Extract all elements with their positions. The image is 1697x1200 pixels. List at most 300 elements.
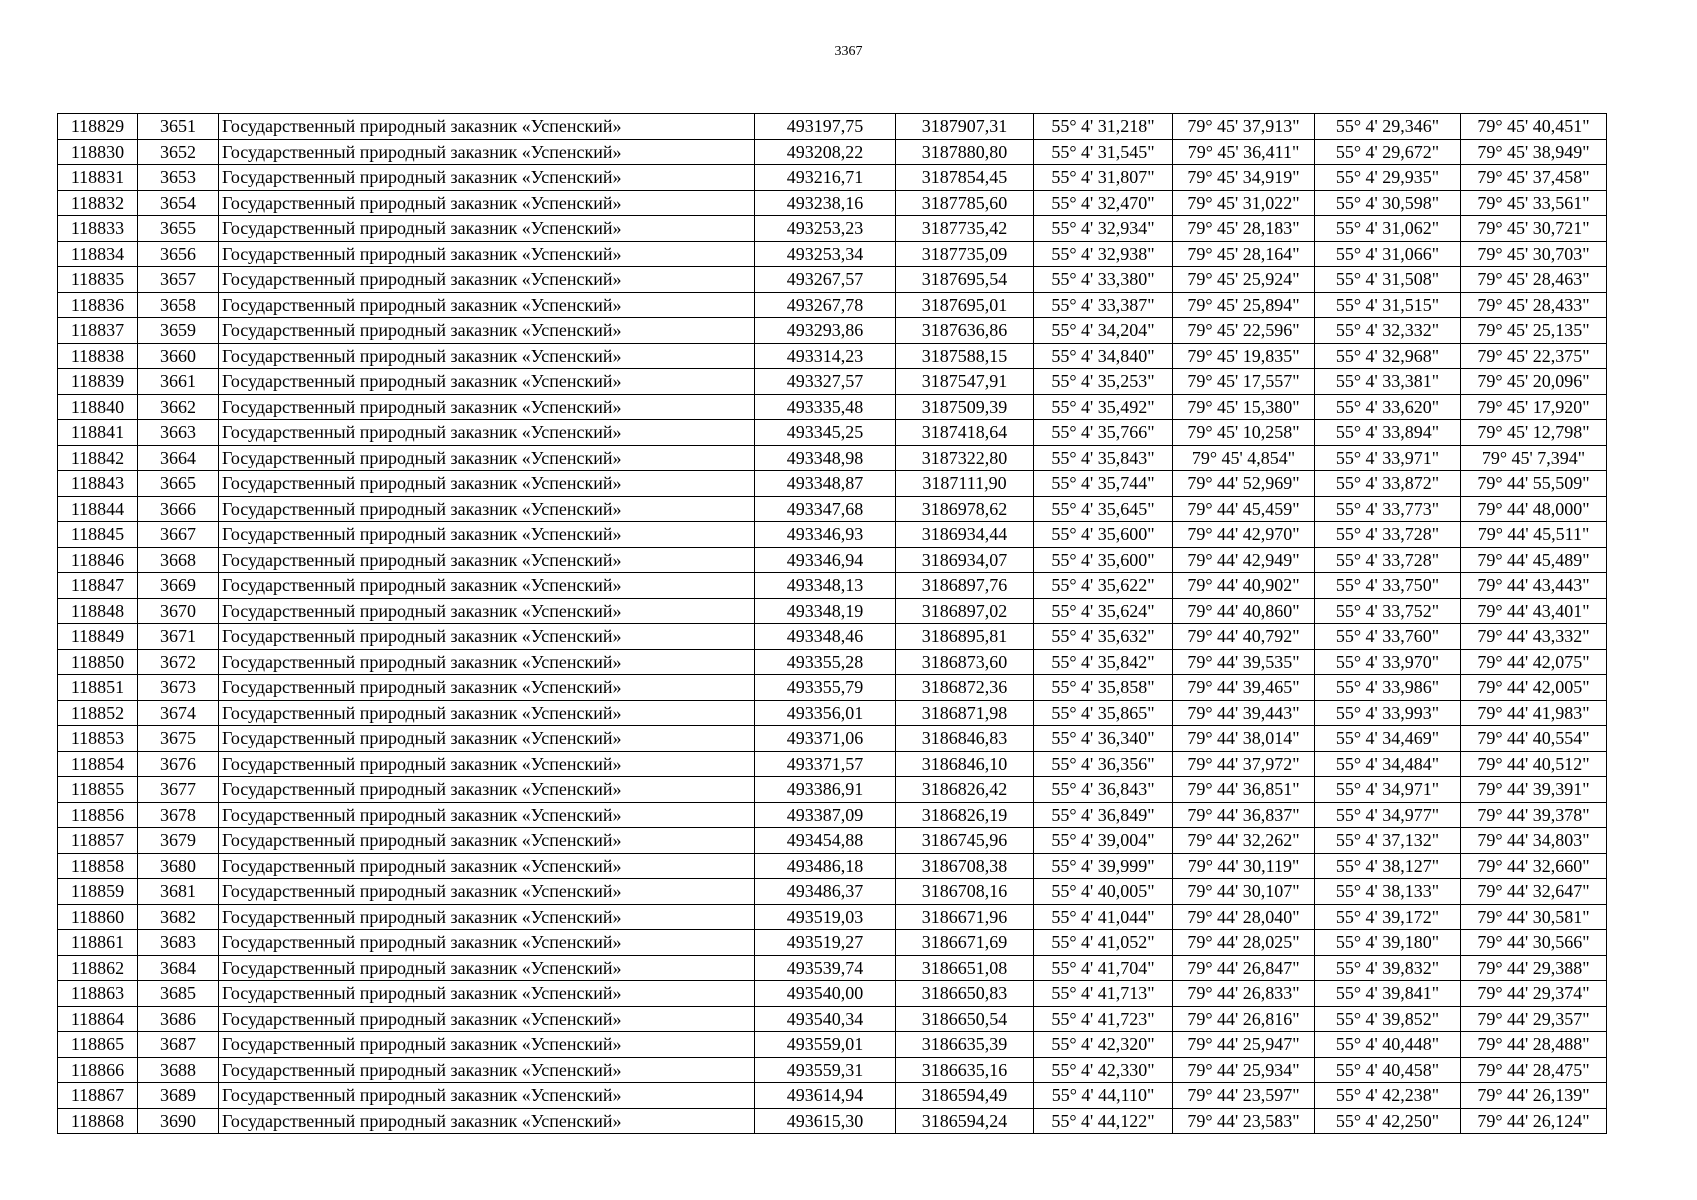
x-coordinate-cell: 493216,71 [755,165,896,191]
point-number-cell: 3689 [138,1083,219,1109]
latitude-2-cell: 55° 4' 38,133" [1315,879,1461,905]
y-coordinate-cell: 3186594,24 [896,1108,1034,1134]
y-coordinate-cell: 3186650,83 [896,981,1034,1007]
record-id-cell: 118867 [58,1083,138,1109]
latitude-2-cell: 55° 4' 33,728" [1315,547,1461,573]
latitude-1-cell: 55° 4' 31,545" [1034,139,1173,165]
point-number-cell: 3666 [138,496,219,522]
x-coordinate-cell: 493371,57 [755,751,896,777]
y-coordinate-cell: 3186708,38 [896,853,1034,879]
point-number-cell: 3682 [138,904,219,930]
longitude-2-cell: 79° 44' 43,443" [1461,573,1607,599]
object-name-cell: Государственный природный заказник «Успенский» [219,190,755,216]
latitude-1-cell: 55° 4' 41,713" [1034,981,1173,1007]
object-name-cell: Государственный природный заказник «Успенский» [219,955,755,981]
page-number: 3367 [834,44,863,59]
x-coordinate-cell: 493348,87 [755,471,896,497]
longitude-1-cell: 79° 45' 19,835" [1173,343,1315,369]
longitude-2-cell: 79° 44' 40,554" [1461,726,1607,752]
object-name-cell: Государственный природный заказник «Успенский» [219,420,755,446]
longitude-1-cell: 79° 44' 28,025" [1173,930,1315,956]
table-row [58,955,1607,981]
longitude-2-cell: 79° 45' 20,096" [1461,369,1607,395]
table-row [58,828,1607,854]
y-coordinate-cell: 3187735,09 [896,241,1034,267]
latitude-2-cell: 55° 4' 39,832" [1315,955,1461,981]
latitude-2-cell: 55° 4' 39,841" [1315,981,1461,1007]
point-number-cell: 3684 [138,955,219,981]
y-coordinate-cell: 3187880,80 [896,139,1034,165]
y-coordinate-cell: 3186708,16 [896,879,1034,905]
longitude-1-cell: 79° 45' 4,854" [1173,445,1315,471]
x-coordinate-cell: 493267,57 [755,267,896,293]
object-name-cell: Государственный природный заказник «Успенский» [219,675,755,701]
table-row [58,853,1607,879]
object-name-cell: Государственный природный заказник «Успенский» [219,394,755,420]
y-coordinate-cell: 3186895,81 [896,624,1034,650]
table-row [58,904,1607,930]
longitude-1-cell: 79° 45' 10,258" [1173,420,1315,446]
record-id-cell: 118851 [58,675,138,701]
y-coordinate-cell: 3187854,45 [896,165,1034,191]
y-coordinate-cell: 3186635,39 [896,1032,1034,1058]
record-id-cell: 118839 [58,369,138,395]
longitude-1-cell: 79° 44' 40,792" [1173,624,1315,650]
table-row [58,369,1607,395]
longitude-1-cell: 79° 44' 30,107" [1173,879,1315,905]
object-name-cell: Государственный природный заказник «Успенский» [219,471,755,497]
record-id-cell: 118829 [58,114,138,140]
longitude-2-cell: 79° 45' 40,451" [1461,114,1607,140]
record-id-cell: 118852 [58,700,138,726]
latitude-1-cell: 55° 4' 32,470" [1034,190,1173,216]
longitude-1-cell: 79° 44' 26,847" [1173,955,1315,981]
longitude-2-cell: 79° 44' 39,378" [1461,802,1607,828]
table-row [58,292,1607,318]
y-coordinate-cell: 3186671,69 [896,930,1034,956]
latitude-2-cell: 55° 4' 32,332" [1315,318,1461,344]
latitude-2-cell: 55° 4' 33,760" [1315,624,1461,650]
longitude-1-cell: 79° 44' 42,949" [1173,547,1315,573]
table-row [58,547,1607,573]
y-coordinate-cell: 3186934,44 [896,522,1034,548]
point-number-cell: 3681 [138,879,219,905]
latitude-2-cell: 55° 4' 32,968" [1315,343,1461,369]
object-name-cell: Государственный природный заказник «Успенский» [219,267,755,293]
record-id-cell: 118842 [58,445,138,471]
latitude-1-cell: 55° 4' 34,204" [1034,318,1173,344]
x-coordinate-cell: 493346,93 [755,522,896,548]
y-coordinate-cell: 3187509,39 [896,394,1034,420]
latitude-1-cell: 55° 4' 35,858" [1034,675,1173,701]
y-coordinate-cell: 3187588,15 [896,343,1034,369]
latitude-1-cell: 55° 4' 33,387" [1034,292,1173,318]
y-coordinate-cell: 3186846,10 [896,751,1034,777]
point-number-cell: 3664 [138,445,219,471]
object-name-cell: Государственный природный заказник «Успенский» [219,522,755,548]
point-number-cell: 3688 [138,1057,219,1083]
point-number-cell: 3686 [138,1006,219,1032]
x-coordinate-cell: 493327,57 [755,369,896,395]
object-name-cell: Государственный природный заказник «Успенский» [219,598,755,624]
table-row [58,751,1607,777]
point-number-cell: 3656 [138,241,219,267]
point-number-cell: 3673 [138,675,219,701]
table-row [58,726,1607,752]
longitude-1-cell: 79° 45' 25,924" [1173,267,1315,293]
longitude-2-cell: 79° 44' 45,489" [1461,547,1607,573]
record-id-cell: 118833 [58,216,138,242]
table-row [58,190,1607,216]
longitude-2-cell: 79° 44' 39,391" [1461,777,1607,803]
latitude-1-cell: 55° 4' 42,330" [1034,1057,1173,1083]
record-id-cell: 118848 [58,598,138,624]
latitude-1-cell: 55° 4' 36,356" [1034,751,1173,777]
record-id-cell: 118864 [58,1006,138,1032]
x-coordinate-cell: 493539,74 [755,955,896,981]
point-number-cell: 3672 [138,649,219,675]
y-coordinate-cell: 3187735,42 [896,216,1034,242]
record-id-cell: 118866 [58,1057,138,1083]
table-row [58,1108,1607,1134]
point-number-cell: 3677 [138,777,219,803]
object-name-cell: Государственный природный заказник «Успенский» [219,573,755,599]
latitude-1-cell: 55° 4' 41,052" [1034,930,1173,956]
y-coordinate-cell: 3186671,96 [896,904,1034,930]
record-id-cell: 118847 [58,573,138,599]
record-id-cell: 118836 [58,292,138,318]
x-coordinate-cell: 493454,88 [755,828,896,854]
latitude-2-cell: 55° 4' 31,508" [1315,267,1461,293]
latitude-1-cell: 55° 4' 32,938" [1034,241,1173,267]
table-row [58,930,1607,956]
x-coordinate-cell: 493314,23 [755,343,896,369]
latitude-2-cell: 55° 4' 40,458" [1315,1057,1461,1083]
latitude-1-cell: 55° 4' 39,999" [1034,853,1173,879]
record-id-cell: 118856 [58,802,138,828]
longitude-2-cell: 79° 44' 42,075" [1461,649,1607,675]
object-name-cell: Государственный природный заказник «Успенский» [219,751,755,777]
longitude-1-cell: 79° 45' 28,183" [1173,216,1315,242]
object-name-cell: Государственный природный заказник «Успенский» [219,496,755,522]
record-id-cell: 118849 [58,624,138,650]
longitude-1-cell: 79° 44' 25,947" [1173,1032,1315,1058]
point-number-cell: 3653 [138,165,219,191]
x-coordinate-cell: 493208,22 [755,139,896,165]
table-row [58,496,1607,522]
table-row [58,777,1607,803]
x-coordinate-cell: 493348,13 [755,573,896,599]
longitude-2-cell: 79° 44' 43,332" [1461,624,1607,650]
longitude-1-cell: 79° 44' 52,969" [1173,471,1315,497]
longitude-1-cell: 79° 45' 37,913" [1173,114,1315,140]
object-name-cell: Государственный природный заказник «Успенский» [219,445,755,471]
point-number-cell: 3675 [138,726,219,752]
point-number-cell: 3661 [138,369,219,395]
point-number-cell: 3683 [138,930,219,956]
point-number-cell: 3674 [138,700,219,726]
longitude-1-cell: 79° 44' 37,972" [1173,751,1315,777]
object-name-cell: Государственный природный заказник «Успенский» [219,777,755,803]
record-id-cell: 118841 [58,420,138,446]
record-id-cell: 118837 [58,318,138,344]
x-coordinate-cell: 493347,68 [755,496,896,522]
point-number-cell: 3687 [138,1032,219,1058]
longitude-2-cell: 79° 44' 30,566" [1461,930,1607,956]
object-name-cell: Государственный природный заказник «Успенский» [219,547,755,573]
object-name-cell: Государственный природный заказник «Успенский» [219,114,755,140]
longitude-1-cell: 79° 45' 34,919" [1173,165,1315,191]
latitude-1-cell: 55° 4' 35,624" [1034,598,1173,624]
longitude-2-cell: 79° 44' 29,357" [1461,1006,1607,1032]
point-number-cell: 3690 [138,1108,219,1134]
y-coordinate-cell: 3186594,49 [896,1083,1034,1109]
table-row [58,879,1607,905]
longitude-1-cell: 79° 44' 40,902" [1173,573,1315,599]
latitude-2-cell: 55° 4' 39,180" [1315,930,1461,956]
record-id-cell: 118830 [58,139,138,165]
latitude-1-cell: 55° 4' 31,218" [1034,114,1173,140]
latitude-1-cell: 55° 4' 41,723" [1034,1006,1173,1032]
longitude-1-cell: 79° 45' 25,894" [1173,292,1315,318]
longitude-1-cell: 79° 44' 40,860" [1173,598,1315,624]
object-name-cell: Государственный природный заказник «Успенский» [219,165,755,191]
y-coordinate-cell: 3186826,19 [896,802,1034,828]
y-coordinate-cell: 3187418,64 [896,420,1034,446]
latitude-1-cell: 55° 4' 35,253" [1034,369,1173,395]
point-number-cell: 3662 [138,394,219,420]
x-coordinate-cell: 493519,27 [755,930,896,956]
point-number-cell: 3657 [138,267,219,293]
point-number-cell: 3667 [138,522,219,548]
table-row [58,573,1607,599]
longitude-1-cell: 79° 44' 28,040" [1173,904,1315,930]
longitude-2-cell: 79° 45' 33,561" [1461,190,1607,216]
latitude-2-cell: 55° 4' 33,970" [1315,649,1461,675]
longitude-2-cell: 79° 45' 28,463" [1461,267,1607,293]
longitude-2-cell: 79° 45' 28,433" [1461,292,1607,318]
longitude-1-cell: 79° 44' 30,119" [1173,853,1315,879]
x-coordinate-cell: 493197,75 [755,114,896,140]
object-name-cell: Государственный природный заказник «Успенский» [219,216,755,242]
table-row [58,394,1607,420]
object-name-cell: Государственный природный заказник «Успенский» [219,241,755,267]
object-name-cell: Государственный природный заказник «Успенский» [219,904,755,930]
longitude-2-cell: 79° 44' 34,803" [1461,828,1607,854]
table-row [58,1057,1607,1083]
latitude-2-cell: 55° 4' 30,598" [1315,190,1461,216]
object-name-cell: Государственный природный заказник «Успенский» [219,649,755,675]
latitude-1-cell: 55° 4' 31,807" [1034,165,1173,191]
point-number-cell: 3660 [138,343,219,369]
object-name-cell: Государственный природный заказник «Успенский» [219,624,755,650]
longitude-1-cell: 79° 44' 45,459" [1173,496,1315,522]
y-coordinate-cell: 3186745,96 [896,828,1034,854]
longitude-1-cell: 79° 44' 23,597" [1173,1083,1315,1109]
y-coordinate-cell: 3187636,86 [896,318,1034,344]
longitude-2-cell: 79° 45' 12,798" [1461,420,1607,446]
table-row [58,343,1607,369]
latitude-2-cell: 55° 4' 29,672" [1315,139,1461,165]
latitude-1-cell: 55° 4' 34,840" [1034,343,1173,369]
latitude-2-cell: 55° 4' 33,728" [1315,522,1461,548]
y-coordinate-cell: 3186651,08 [896,955,1034,981]
x-coordinate-cell: 493238,16 [755,190,896,216]
longitude-2-cell: 79° 44' 48,000" [1461,496,1607,522]
latitude-2-cell: 55° 4' 29,346" [1315,114,1461,140]
record-id-cell: 118865 [58,1032,138,1058]
table-row [58,981,1607,1007]
latitude-2-cell: 55° 4' 31,066" [1315,241,1461,267]
y-coordinate-cell: 3187695,54 [896,267,1034,293]
longitude-1-cell: 79° 44' 38,014" [1173,726,1315,752]
x-coordinate-cell: 493356,01 [755,700,896,726]
y-coordinate-cell: 3187695,01 [896,292,1034,318]
latitude-2-cell: 55° 4' 33,894" [1315,420,1461,446]
point-number-cell: 3670 [138,598,219,624]
record-id-cell: 118838 [58,343,138,369]
object-name-cell: Государственный природный заказник «Успенский» [219,369,755,395]
x-coordinate-cell: 493253,23 [755,216,896,242]
latitude-1-cell: 55° 4' 44,122" [1034,1108,1173,1134]
latitude-2-cell: 55° 4' 34,484" [1315,751,1461,777]
latitude-1-cell: 55° 4' 42,320" [1034,1032,1173,1058]
object-name-cell: Государственный природный заказник «Успенский» [219,700,755,726]
y-coordinate-cell: 3186897,76 [896,573,1034,599]
point-number-cell: 3669 [138,573,219,599]
x-coordinate-cell: 493559,31 [755,1057,896,1083]
y-coordinate-cell: 3186897,02 [896,598,1034,624]
latitude-1-cell: 55° 4' 36,843" [1034,777,1173,803]
longitude-2-cell: 79° 45' 38,949" [1461,139,1607,165]
point-number-cell: 3671 [138,624,219,650]
longitude-2-cell: 79° 44' 45,511" [1461,522,1607,548]
coordinates-table-body [58,114,1607,1134]
record-id-cell: 118860 [58,904,138,930]
latitude-2-cell: 55° 4' 31,062" [1315,216,1461,242]
table-row [58,318,1607,344]
longitude-1-cell: 79° 44' 39,465" [1173,675,1315,701]
longitude-1-cell: 79° 45' 17,557" [1173,369,1315,395]
latitude-2-cell: 55° 4' 31,515" [1315,292,1461,318]
y-coordinate-cell: 3186871,98 [896,700,1034,726]
x-coordinate-cell: 493615,30 [755,1108,896,1134]
record-id-cell: 118861 [58,930,138,956]
object-name-cell: Государственный природный заказник «Успенский» [219,828,755,854]
point-number-cell: 3658 [138,292,219,318]
y-coordinate-cell: 3186650,54 [896,1006,1034,1032]
longitude-2-cell: 79° 44' 28,475" [1461,1057,1607,1083]
latitude-1-cell: 55° 4' 40,005" [1034,879,1173,905]
longitude-1-cell: 79° 44' 26,816" [1173,1006,1315,1032]
longitude-2-cell: 79° 44' 40,512" [1461,751,1607,777]
x-coordinate-cell: 493355,28 [755,649,896,675]
latitude-2-cell: 55° 4' 33,773" [1315,496,1461,522]
longitude-1-cell: 79° 44' 25,934" [1173,1057,1315,1083]
object-name-cell: Государственный природный заказник «Успенский» [219,1032,755,1058]
latitude-2-cell: 55° 4' 38,127" [1315,853,1461,879]
latitude-2-cell: 55° 4' 40,448" [1315,1032,1461,1058]
record-id-cell: 118859 [58,879,138,905]
latitude-1-cell: 55° 4' 44,110" [1034,1083,1173,1109]
record-id-cell: 118858 [58,853,138,879]
latitude-2-cell: 55° 4' 29,935" [1315,165,1461,191]
longitude-2-cell: 79° 44' 32,647" [1461,879,1607,905]
y-coordinate-cell: 3186846,83 [896,726,1034,752]
x-coordinate-cell: 493519,03 [755,904,896,930]
table-row [58,445,1607,471]
y-coordinate-cell: 3186934,07 [896,547,1034,573]
y-coordinate-cell: 3186826,42 [896,777,1034,803]
record-id-cell: 118855 [58,777,138,803]
longitude-1-cell: 79° 44' 36,837" [1173,802,1315,828]
record-id-cell: 118831 [58,165,138,191]
longitude-2-cell: 79° 44' 41,983" [1461,700,1607,726]
longitude-2-cell: 79° 44' 42,005" [1461,675,1607,701]
x-coordinate-cell: 493253,34 [755,241,896,267]
object-name-cell: Государственный природный заказник «Успенский» [219,930,755,956]
latitude-2-cell: 55° 4' 34,977" [1315,802,1461,828]
longitude-2-cell: 79° 45' 30,721" [1461,216,1607,242]
object-name-cell: Государственный природный заказник «Успенский» [219,853,755,879]
table-row [58,522,1607,548]
latitude-2-cell: 55° 4' 34,971" [1315,777,1461,803]
record-id-cell: 118844 [58,496,138,522]
record-id-cell: 118834 [58,241,138,267]
object-name-cell: Государственный природный заказник «Успенский» [219,726,755,752]
y-coordinate-cell: 3186635,16 [896,1057,1034,1083]
y-coordinate-cell: 3186873,60 [896,649,1034,675]
latitude-1-cell: 55° 4' 35,865" [1034,700,1173,726]
latitude-2-cell: 55° 4' 33,971" [1315,445,1461,471]
point-number-cell: 3676 [138,751,219,777]
x-coordinate-cell: 493371,06 [755,726,896,752]
longitude-2-cell: 79° 44' 43,401" [1461,598,1607,624]
longitude-2-cell: 79° 44' 26,139" [1461,1083,1607,1109]
object-name-cell: Государственный природный заказник «Успенский» [219,802,755,828]
table-row [58,1032,1607,1058]
latitude-2-cell: 55° 4' 39,852" [1315,1006,1461,1032]
longitude-2-cell: 79° 45' 17,920" [1461,394,1607,420]
record-id-cell: 118843 [58,471,138,497]
latitude-1-cell: 55° 4' 39,004" [1034,828,1173,854]
latitude-1-cell: 55° 4' 35,600" [1034,547,1173,573]
point-number-cell: 3679 [138,828,219,854]
table-row [58,114,1607,140]
x-coordinate-cell: 493267,78 [755,292,896,318]
longitude-2-cell: 79° 45' 7,394" [1461,445,1607,471]
coordinates-table [57,113,1607,1134]
point-number-cell: 3655 [138,216,219,242]
longitude-1-cell: 79° 45' 31,022" [1173,190,1315,216]
latitude-2-cell: 55° 4' 42,250" [1315,1108,1461,1134]
latitude-1-cell: 55° 4' 35,622" [1034,573,1173,599]
x-coordinate-cell: 493348,19 [755,598,896,624]
longitude-2-cell: 79° 44' 30,581" [1461,904,1607,930]
latitude-2-cell: 55° 4' 33,620" [1315,394,1461,420]
y-coordinate-cell: 3187111,90 [896,471,1034,497]
longitude-2-cell: 79° 44' 32,660" [1461,853,1607,879]
latitude-1-cell: 55° 4' 41,704" [1034,955,1173,981]
point-number-cell: 3652 [138,139,219,165]
latitude-1-cell: 55° 4' 35,645" [1034,496,1173,522]
longitude-2-cell: 79° 45' 30,703" [1461,241,1607,267]
point-number-cell: 3668 [138,547,219,573]
latitude-1-cell: 55° 4' 36,849" [1034,802,1173,828]
x-coordinate-cell: 493345,25 [755,420,896,446]
record-id-cell: 118840 [58,394,138,420]
latitude-2-cell: 55° 4' 33,872" [1315,471,1461,497]
